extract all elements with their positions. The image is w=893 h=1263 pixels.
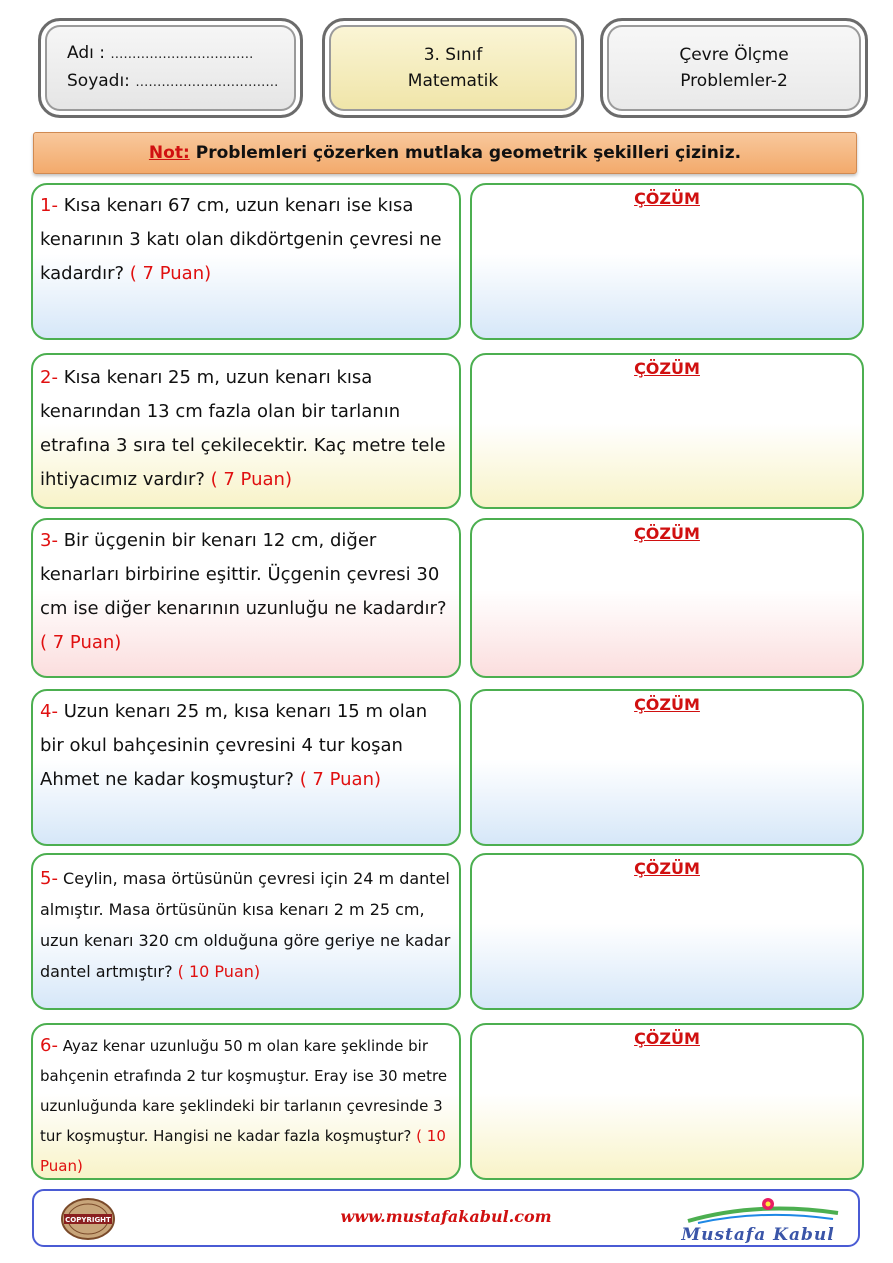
question-number: 1- (40, 195, 58, 216)
subject-box (322, 18, 584, 118)
question-points: ( 10 Puan) (40, 1127, 446, 1175)
student-info-box (38, 18, 303, 118)
name-blank: …………………………… (110, 47, 254, 62)
question-text: Ayaz kenar uzunluğu 50 m olan kare şeklinde bir bahçenin etrafında 2 tur koşmuştur. Eray ise 30 metre uzunluğunda kare şeklindeki bir tarlanın çevresinde 3 tur koşmuştur. Hangisi ne kadar fazla koşmuştur? (40, 1037, 448, 1145)
question-points: ( 7 Puan) (210, 469, 292, 490)
question-3 (31, 518, 461, 678)
name-label: Adı : (67, 43, 105, 63)
subject-label: Matematik (407, 71, 499, 91)
surname-row (67, 68, 300, 96)
surname-label: Soyadı: (67, 71, 130, 91)
question-points: ( 7 Puan) (299, 769, 382, 790)
badge-text: COPYRIGHT (65, 1216, 111, 1224)
question-points: ( 7 Puan) (40, 632, 122, 653)
question-number: 2- (40, 367, 58, 388)
solution-label: ÇÖZÜM (634, 524, 700, 543)
solution-box-1[interactable] (470, 183, 864, 340)
name-row (67, 40, 300, 68)
solution-label: ÇÖZÜM (634, 1029, 700, 1048)
topic-line-2: Problemler-2 (680, 71, 788, 91)
flower-swoosh-icon (668, 1195, 848, 1225)
question-number: 3- (40, 530, 58, 551)
note-label: Not: (148, 143, 190, 163)
solution-box-2[interactable] (470, 353, 864, 509)
note-text: Problemleri çözerken mutlaka geometrik şekilleri çiziniz. (195, 143, 742, 163)
question-2 (31, 353, 461, 509)
question-number: 5- (40, 868, 58, 889)
question-1 (31, 183, 461, 340)
question-number: 6- (40, 1035, 58, 1056)
surname-blank: …………………………… (135, 75, 279, 90)
grade-label: 3. Sınıf (423, 45, 483, 65)
page-footer (32, 1189, 860, 1247)
solution-box-4[interactable] (470, 689, 864, 846)
note-banner (33, 132, 857, 174)
website-link[interactable]: www.mustafakabul.com (340, 1207, 552, 1226)
solution-label: ÇÖZÜM (634, 859, 700, 878)
solution-label: ÇÖZÜM (634, 695, 700, 714)
question-text: Ceylin, masa örtüsünün çevresi için 24 m dantel almıştır. Masa örtüsünün kısa kenarı 2 m 25 cm, uzun kenarı 320 cm olduğuna göre geriye ne kadar dantel artmıştır? (40, 869, 451, 981)
question-points: ( 7 Puan) (129, 263, 212, 284)
question-text: Bir üçgenin bir kenarı 12 cm, diğer kenarları birbirine eşittir. Üçgenin çevresi 30 cm ise diğer kenarının uzunluğu ne kadardır? (40, 530, 447, 619)
question-number: 4- (40, 701, 58, 722)
solution-box-6[interactable] (470, 1023, 864, 1180)
solution-label: ÇÖZÜM (634, 359, 700, 378)
question-text: Kısa kenarı 67 cm, uzun kenarı ise kısa kenarının 3 katı olan dikdörtgenin çevresi ne kadardır? (40, 195, 442, 284)
question-6 (31, 1023, 461, 1180)
question-4 (31, 689, 461, 846)
logo-text: Mustafa Kabul (681, 1225, 835, 1245)
question-points: ( 10 Puan) (177, 962, 261, 981)
solution-box-5[interactable] (470, 853, 864, 1010)
question-text: Kısa kenarı 25 m, uzun kenarı kısa kenarından 13 cm fazla olan bir tarlanın etrafına 3 sıra tel çekilecektir. Kaç metre tele ihtiyacımız vardır? (40, 367, 446, 490)
topic-box (600, 18, 868, 118)
topic-line-1: Çevre Ölçme (679, 45, 789, 65)
solution-label: ÇÖZÜM (634, 189, 700, 208)
solution-box-3[interactable] (470, 518, 864, 678)
brand-logo (668, 1195, 848, 1245)
question-5 (31, 853, 461, 1010)
question-text: Uzun kenarı 25 m, kısa kenarı 15 m olan bir okul bahçesinin çevresini 4 tur koşan Ahmet ne kadar koşmuştur? (40, 701, 428, 790)
